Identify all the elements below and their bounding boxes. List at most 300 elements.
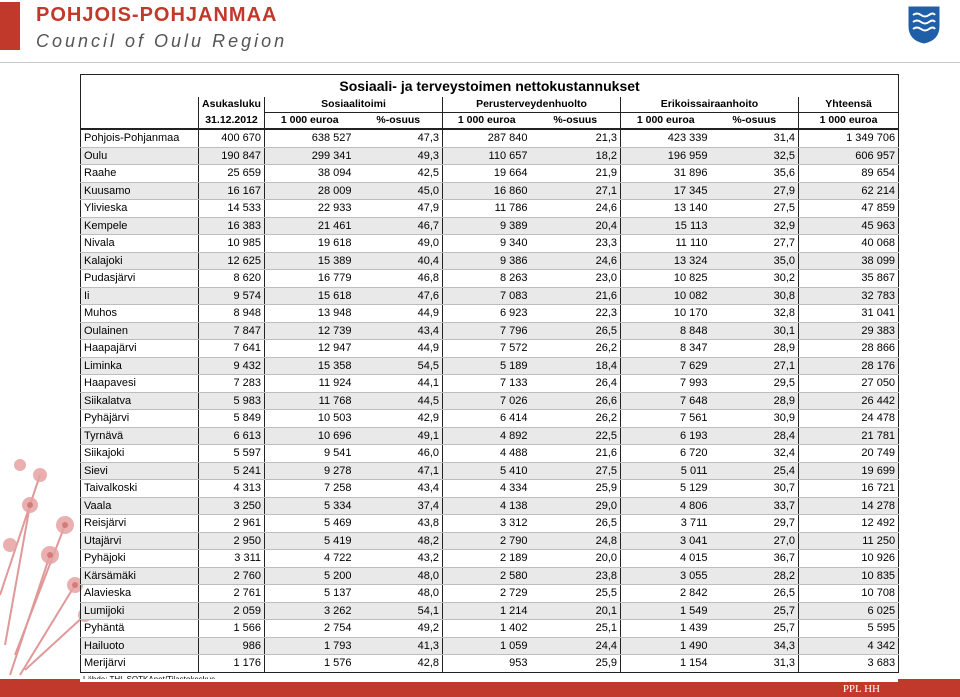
- cell-social-euro: 38 094: [265, 165, 355, 183]
- cell-municipality: Kärsämäki: [81, 567, 199, 585]
- table-row: [81, 515, 899, 533]
- footer-gap: [80, 679, 898, 682]
- table-row: [81, 235, 899, 253]
- cell-specialized-euro: 1 154: [621, 655, 711, 673]
- table-row: [81, 182, 899, 200]
- cell-social-pct: 46,0: [355, 445, 443, 463]
- cell-municipality: Alavieska: [81, 585, 199, 603]
- cell-specialized-euro: 8 347: [621, 340, 711, 358]
- cell-total-euro: 40 068: [799, 235, 899, 253]
- cell-social-euro: 4 722: [265, 550, 355, 568]
- cell-social-euro: 1 576: [265, 655, 355, 673]
- cell-municipality: Hailuoto: [81, 637, 199, 655]
- cell-total-euro: 11 250: [799, 532, 899, 550]
- brand-bar: [0, 2, 20, 50]
- cell-primary-pct: 25,1: [531, 620, 621, 638]
- cell-population: 10 985: [199, 235, 265, 253]
- cell-total-euro: 38 099: [799, 252, 899, 270]
- cell-primary-euro: 6 414: [443, 410, 531, 428]
- cell-social-euro: 22 933: [265, 200, 355, 218]
- cell-specialized-euro: 13 140: [621, 200, 711, 218]
- cell-specialized-euro: 7 629: [621, 357, 711, 375]
- cell-social-pct: 45,0: [355, 182, 443, 200]
- cell-municipality: Nivala: [81, 235, 199, 253]
- cell-specialized-pct: 25,7: [711, 602, 799, 620]
- cell-primary-euro: 8 263: [443, 270, 531, 288]
- cell-specialized-euro: 3 041: [621, 532, 711, 550]
- cell-total-euro: 20 749: [799, 445, 899, 463]
- cell-social-pct: 44,1: [355, 375, 443, 393]
- cell-municipality: Haapajärvi: [81, 340, 199, 358]
- cell-specialized-pct: 32,8: [711, 305, 799, 323]
- cell-social-euro: 7 258: [265, 480, 355, 498]
- cell-specialized-pct: 35,0: [711, 252, 799, 270]
- cell-specialized-euro: 15 113: [621, 217, 711, 235]
- cell-population: 2 961: [199, 515, 265, 533]
- cell-primary-euro: 5 189: [443, 357, 531, 375]
- cell-total-euro: 35 867: [799, 270, 899, 288]
- cell-specialized-pct: 31,4: [711, 129, 799, 147]
- organization-subtitle: Council of Oulu Region: [36, 31, 288, 51]
- cell-primary-euro: 5 410: [443, 462, 531, 480]
- cell-population: 1 176: [199, 655, 265, 673]
- table-row: [81, 462, 899, 480]
- cell-specialized-euro: 13 324: [621, 252, 711, 270]
- table-row: [81, 602, 899, 620]
- cell-total-euro: 24 478: [799, 410, 899, 428]
- cell-specialized-euro: 10 082: [621, 287, 711, 305]
- cell-municipality: Utajärvi: [81, 532, 199, 550]
- header-esh-euro: 1 000 euroa: [621, 113, 711, 130]
- cell-municipality: Merijärvi: [81, 655, 199, 673]
- cell-social-pct: 49,0: [355, 235, 443, 253]
- cell-specialized-euro: 6 193: [621, 427, 711, 445]
- cell-primary-euro: 4 892: [443, 427, 531, 445]
- cell-municipality: Siikajoki: [81, 445, 199, 463]
- cell-social-pct: 43,8: [355, 515, 443, 533]
- cell-total-euro: 1 349 706: [799, 129, 899, 147]
- table-row: [81, 392, 899, 410]
- table-row: [81, 129, 899, 147]
- cell-municipality: Pyhäjärvi: [81, 410, 199, 428]
- header-total-euro: 1 000 euroa: [799, 113, 899, 130]
- cell-total-euro: 3 683: [799, 655, 899, 673]
- cell-total-euro: 47 859: [799, 200, 899, 218]
- cell-specialized-pct: 34,3: [711, 637, 799, 655]
- cell-primary-pct: 21,9: [531, 165, 621, 183]
- cell-population: 5 597: [199, 445, 265, 463]
- cell-social-euro: 5 469: [265, 515, 355, 533]
- cell-primary-euro: 16 860: [443, 182, 531, 200]
- table-row: [81, 445, 899, 463]
- cell-social-pct: 48,2: [355, 532, 443, 550]
- cell-primary-pct: 26,5: [531, 515, 621, 533]
- cell-specialized-pct: 30,2: [711, 270, 799, 288]
- cell-municipality: Ylivieska: [81, 200, 199, 218]
- cell-specialized-euro: 3 711: [621, 515, 711, 533]
- cell-social-pct: 47,3: [355, 129, 443, 147]
- cell-specialized-pct: 29,7: [711, 515, 799, 533]
- cell-social-pct: 37,4: [355, 497, 443, 515]
- cell-primary-euro: 4 488: [443, 445, 531, 463]
- cell-social-euro: 16 779: [265, 270, 355, 288]
- cell-population: 6 613: [199, 427, 265, 445]
- cell-social-pct: 46,7: [355, 217, 443, 235]
- cell-primary-euro: 287 840: [443, 129, 531, 147]
- table-row: [81, 287, 899, 305]
- cell-population: 7 283: [199, 375, 265, 393]
- cell-primary-euro: 9 340: [443, 235, 531, 253]
- cell-municipality: Taivalkoski: [81, 480, 199, 498]
- cell-primary-pct: 21,6: [531, 445, 621, 463]
- cell-total-euro: 6 025: [799, 602, 899, 620]
- cell-primary-euro: 9 389: [443, 217, 531, 235]
- cell-municipality: Muhos: [81, 305, 199, 323]
- cell-specialized-euro: 4 015: [621, 550, 711, 568]
- cell-primary-pct: 25,9: [531, 480, 621, 498]
- cell-primary-pct: 27,5: [531, 462, 621, 480]
- cell-municipality: Ii: [81, 287, 199, 305]
- table-row: [81, 270, 899, 288]
- cell-population: 9 574: [199, 287, 265, 305]
- cell-municipality: Lumijoki: [81, 602, 199, 620]
- header-group-total: Yhteensä: [799, 97, 899, 113]
- cell-specialized-euro: 6 720: [621, 445, 711, 463]
- header-sos-euro: 1 000 euroa: [265, 113, 355, 130]
- cell-municipality: Pudasjärvi: [81, 270, 199, 288]
- cell-social-pct: 47,6: [355, 287, 443, 305]
- cell-specialized-euro: 1 439: [621, 620, 711, 638]
- cell-primary-euro: 1 059: [443, 637, 531, 655]
- decorative-flower-image: [0, 445, 90, 685]
- table-row: [81, 340, 899, 358]
- cell-primary-euro: 7 083: [443, 287, 531, 305]
- cell-municipality: Tyrnävä: [81, 427, 199, 445]
- cell-municipality: Vaala: [81, 497, 199, 515]
- footer-text: PPL HH: [842, 683, 880, 695]
- header-population: Asukasluku: [199, 97, 265, 113]
- cell-specialized-euro: 10 170: [621, 305, 711, 323]
- header-group-primary-care: Perusterveydenhuolto: [443, 97, 621, 113]
- cell-municipality: Reisjärvi: [81, 515, 199, 533]
- cell-specialized-pct: 29,5: [711, 375, 799, 393]
- cell-municipality: Raahe: [81, 165, 199, 183]
- cell-social-euro: 19 618: [265, 235, 355, 253]
- cell-total-euro: 32 783: [799, 287, 899, 305]
- cell-municipality: Kempele: [81, 217, 199, 235]
- cell-total-euro: 31 041: [799, 305, 899, 323]
- cost-table-panel: [80, 74, 898, 687]
- cell-social-pct: 41,3: [355, 637, 443, 655]
- header-population-date: 31.12.2012: [199, 113, 265, 130]
- table-row: [81, 532, 899, 550]
- header-group-social: Sosiaalitoimi: [265, 97, 443, 113]
- cell-population: 14 533: [199, 200, 265, 218]
- table-row: [81, 410, 899, 428]
- cell-total-euro: 89 654: [799, 165, 899, 183]
- cell-social-euro: 15 618: [265, 287, 355, 305]
- header-divider: [0, 62, 960, 63]
- cell-social-pct: 47,1: [355, 462, 443, 480]
- cell-primary-euro: 7 026: [443, 392, 531, 410]
- cell-social-euro: 28 009: [265, 182, 355, 200]
- cell-primary-euro: 110 657: [443, 147, 531, 165]
- cell-social-pct: 42,8: [355, 655, 443, 673]
- cell-specialized-euro: 4 806: [621, 497, 711, 515]
- cell-specialized-pct: 28,4: [711, 427, 799, 445]
- cell-specialized-pct: 30,7: [711, 480, 799, 498]
- cell-social-pct: 49,2: [355, 620, 443, 638]
- cell-specialized-pct: 32,5: [711, 147, 799, 165]
- cell-social-pct: 49,1: [355, 427, 443, 445]
- cell-total-euro: 5 595: [799, 620, 899, 638]
- cell-primary-euro: 7 572: [443, 340, 531, 358]
- table-row: [81, 305, 899, 323]
- cell-primary-pct: 18,4: [531, 357, 621, 375]
- cell-primary-euro: 2 790: [443, 532, 531, 550]
- table-row: [81, 375, 899, 393]
- cell-primary-pct: 24,4: [531, 637, 621, 655]
- cell-specialized-euro: 196 959: [621, 147, 711, 165]
- cell-social-pct: 43,4: [355, 480, 443, 498]
- cell-specialized-pct: 33,7: [711, 497, 799, 515]
- cell-specialized-pct: 28,9: [711, 392, 799, 410]
- cell-social-euro: 299 341: [265, 147, 355, 165]
- cell-social-pct: 48,0: [355, 585, 443, 603]
- cell-total-euro: 28 866: [799, 340, 899, 358]
- cell-population: 400 670: [199, 129, 265, 147]
- cell-total-euro: 28 176: [799, 357, 899, 375]
- cell-population: 7 847: [199, 322, 265, 340]
- cell-total-euro: 29 383: [799, 322, 899, 340]
- cell-population: 986: [199, 637, 265, 655]
- cell-specialized-pct: 27,5: [711, 200, 799, 218]
- cell-primary-pct: 29,0: [531, 497, 621, 515]
- cell-social-pct: 54,5: [355, 357, 443, 375]
- table-row: [81, 252, 899, 270]
- cell-population: 1 566: [199, 620, 265, 638]
- cell-social-euro: 13 948: [265, 305, 355, 323]
- coat-of-arms-icon: [908, 6, 940, 44]
- cell-social-euro: 5 419: [265, 532, 355, 550]
- cell-population: 5 849: [199, 410, 265, 428]
- cell-specialized-pct: 28,9: [711, 340, 799, 358]
- header-pth-pct: %-osuus: [531, 113, 621, 130]
- cell-specialized-euro: 3 055: [621, 567, 711, 585]
- cell-specialized-pct: 30,9: [711, 410, 799, 428]
- header-group-specialized-care: Erikoissairaanhoito: [621, 97, 799, 113]
- cell-social-pct: 44,5: [355, 392, 443, 410]
- cell-primary-pct: 26,4: [531, 375, 621, 393]
- cell-population: 3 250: [199, 497, 265, 515]
- header-pth-euro: 1 000 euroa: [443, 113, 531, 130]
- cell-specialized-euro: 10 825: [621, 270, 711, 288]
- cell-primary-pct: 21,3: [531, 129, 621, 147]
- cell-population: 190 847: [199, 147, 265, 165]
- cell-primary-pct: 22,3: [531, 305, 621, 323]
- cell-primary-pct: 23,3: [531, 235, 621, 253]
- cell-total-euro: 606 957: [799, 147, 899, 165]
- table-row: [81, 165, 899, 183]
- header-blank: [81, 97, 199, 113]
- cell-social-euro: 21 461: [265, 217, 355, 235]
- cell-municipality: Pyhäntä: [81, 620, 199, 638]
- cell-population: 5 241: [199, 462, 265, 480]
- cell-population: 9 432: [199, 357, 265, 375]
- cell-total-euro: 14 278: [799, 497, 899, 515]
- cell-social-euro: 15 358: [265, 357, 355, 375]
- cell-social-euro: 1 793: [265, 637, 355, 655]
- cell-population: 7 641: [199, 340, 265, 358]
- cell-primary-euro: 1 214: [443, 602, 531, 620]
- cell-primary-euro: 7 796: [443, 322, 531, 340]
- cell-total-euro: 21 781: [799, 427, 899, 445]
- table-row: [81, 147, 899, 165]
- cell-primary-pct: 21,6: [531, 287, 621, 305]
- cell-social-pct: 42,9: [355, 410, 443, 428]
- cell-municipality: Oulu: [81, 147, 199, 165]
- cell-social-pct: 48,0: [355, 567, 443, 585]
- cell-specialized-euro: 5 011: [621, 462, 711, 480]
- cell-social-pct: 40,4: [355, 252, 443, 270]
- cell-primary-pct: 18,2: [531, 147, 621, 165]
- cell-social-euro: 10 503: [265, 410, 355, 428]
- cell-total-euro: 10 926: [799, 550, 899, 568]
- cell-total-euro: 16 721: [799, 480, 899, 498]
- cell-primary-euro: 19 664: [443, 165, 531, 183]
- cell-primary-pct: 22,5: [531, 427, 621, 445]
- cell-social-euro: 11 924: [265, 375, 355, 393]
- cell-municipality: Liminka: [81, 357, 199, 375]
- cell-total-euro: 45 963: [799, 217, 899, 235]
- table-row: [81, 322, 899, 340]
- cell-primary-euro: 2 729: [443, 585, 531, 603]
- cell-total-euro: 10 708: [799, 585, 899, 603]
- cell-primary-euro: 2 189: [443, 550, 531, 568]
- cell-social-euro: 2 754: [265, 620, 355, 638]
- cell-population: 2 761: [199, 585, 265, 603]
- header-sos-pct: %-osuus: [355, 113, 443, 130]
- cell-social-euro: 3 262: [265, 602, 355, 620]
- cell-social-pct: 42,5: [355, 165, 443, 183]
- cell-primary-euro: 6 923: [443, 305, 531, 323]
- table-row: [81, 550, 899, 568]
- table-row: [81, 427, 899, 445]
- cell-specialized-pct: 26,5: [711, 585, 799, 603]
- cell-municipality: Pohjois-Pohjanmaa: [81, 129, 199, 147]
- cell-social-euro: 12 947: [265, 340, 355, 358]
- table-row: [81, 637, 899, 655]
- cell-social-euro: 638 527: [265, 129, 355, 147]
- cell-primary-euro: 7 133: [443, 375, 531, 393]
- table-title: Sosiaali- ja terveystoimen nettokustannukset: [81, 75, 899, 98]
- cell-social-pct: 49,3: [355, 147, 443, 165]
- cell-specialized-pct: 30,8: [711, 287, 799, 305]
- cell-social-pct: 46,8: [355, 270, 443, 288]
- table-row: [81, 497, 899, 515]
- cell-total-euro: 26 442: [799, 392, 899, 410]
- cell-social-euro: 5 334: [265, 497, 355, 515]
- cell-municipality: Pyhäjoki: [81, 550, 199, 568]
- cell-primary-pct: 20,0: [531, 550, 621, 568]
- cell-social-euro: 10 696: [265, 427, 355, 445]
- cell-social-euro: 12 739: [265, 322, 355, 340]
- cell-primary-euro: 11 786: [443, 200, 531, 218]
- cell-primary-pct: 27,1: [531, 182, 621, 200]
- cell-total-euro: 4 342: [799, 637, 899, 655]
- table-row: [81, 620, 899, 638]
- cell-social-pct: 44,9: [355, 340, 443, 358]
- cell-primary-pct: 23,8: [531, 567, 621, 585]
- cell-primary-pct: 26,6: [531, 392, 621, 410]
- cell-population: 4 313: [199, 480, 265, 498]
- cell-primary-pct: 24,8: [531, 532, 621, 550]
- cell-social-euro: 5 137: [265, 585, 355, 603]
- cell-social-pct: 44,9: [355, 305, 443, 323]
- cell-population: 8 948: [199, 305, 265, 323]
- cell-population: 16 167: [199, 182, 265, 200]
- cell-population: 3 311: [199, 550, 265, 568]
- cell-social-pct: 43,4: [355, 322, 443, 340]
- cell-primary-euro: 1 402: [443, 620, 531, 638]
- cell-specialized-euro: 7 648: [621, 392, 711, 410]
- cell-primary-pct: 26,2: [531, 410, 621, 428]
- cell-social-euro: 5 200: [265, 567, 355, 585]
- cell-total-euro: 62 214: [799, 182, 899, 200]
- cell-population: 2 950: [199, 532, 265, 550]
- cell-specialized-pct: 27,0: [711, 532, 799, 550]
- cell-total-euro: 27 050: [799, 375, 899, 393]
- cell-primary-pct: 20,1: [531, 602, 621, 620]
- cell-specialized-euro: 8 848: [621, 322, 711, 340]
- cell-social-euro: 11 768: [265, 392, 355, 410]
- cell-primary-euro: 2 580: [443, 567, 531, 585]
- table-row: [81, 357, 899, 375]
- cell-specialized-pct: 27,1: [711, 357, 799, 375]
- cell-primary-euro: 4 334: [443, 480, 531, 498]
- cell-municipality: Haapavesi: [81, 375, 199, 393]
- cell-municipality: Kalajoki: [81, 252, 199, 270]
- cell-specialized-euro: 11 110: [621, 235, 711, 253]
- cell-social-pct: 47,9: [355, 200, 443, 218]
- cell-social-pct: 54,1: [355, 602, 443, 620]
- cell-specialized-euro: 1 490: [621, 637, 711, 655]
- cell-specialized-pct: 27,7: [711, 235, 799, 253]
- cell-municipality: Oulainen: [81, 322, 199, 340]
- cell-specialized-pct: 28,2: [711, 567, 799, 585]
- cell-municipality: Sievi: [81, 462, 199, 480]
- table-row: [81, 480, 899, 498]
- cell-social-euro: 15 389: [265, 252, 355, 270]
- cell-specialized-euro: 1 549: [621, 602, 711, 620]
- cell-specialized-euro: 7 993: [621, 375, 711, 393]
- table-row: [81, 655, 899, 673]
- cell-primary-euro: 9 386: [443, 252, 531, 270]
- cell-specialized-pct: 25,4: [711, 462, 799, 480]
- cell-specialized-pct: 31,3: [711, 655, 799, 673]
- cell-specialized-pct: 25,7: [711, 620, 799, 638]
- cell-primary-pct: 26,2: [531, 340, 621, 358]
- cell-social-euro: 9 278: [265, 462, 355, 480]
- cell-population: 5 983: [199, 392, 265, 410]
- cell-primary-euro: 4 138: [443, 497, 531, 515]
- cell-specialized-euro: 423 339: [621, 129, 711, 147]
- cell-specialized-pct: 32,4: [711, 445, 799, 463]
- table-row: [81, 200, 899, 218]
- cell-social-pct: 43,2: [355, 550, 443, 568]
- cell-social-euro: 9 541: [265, 445, 355, 463]
- cell-population: 2 760: [199, 567, 265, 585]
